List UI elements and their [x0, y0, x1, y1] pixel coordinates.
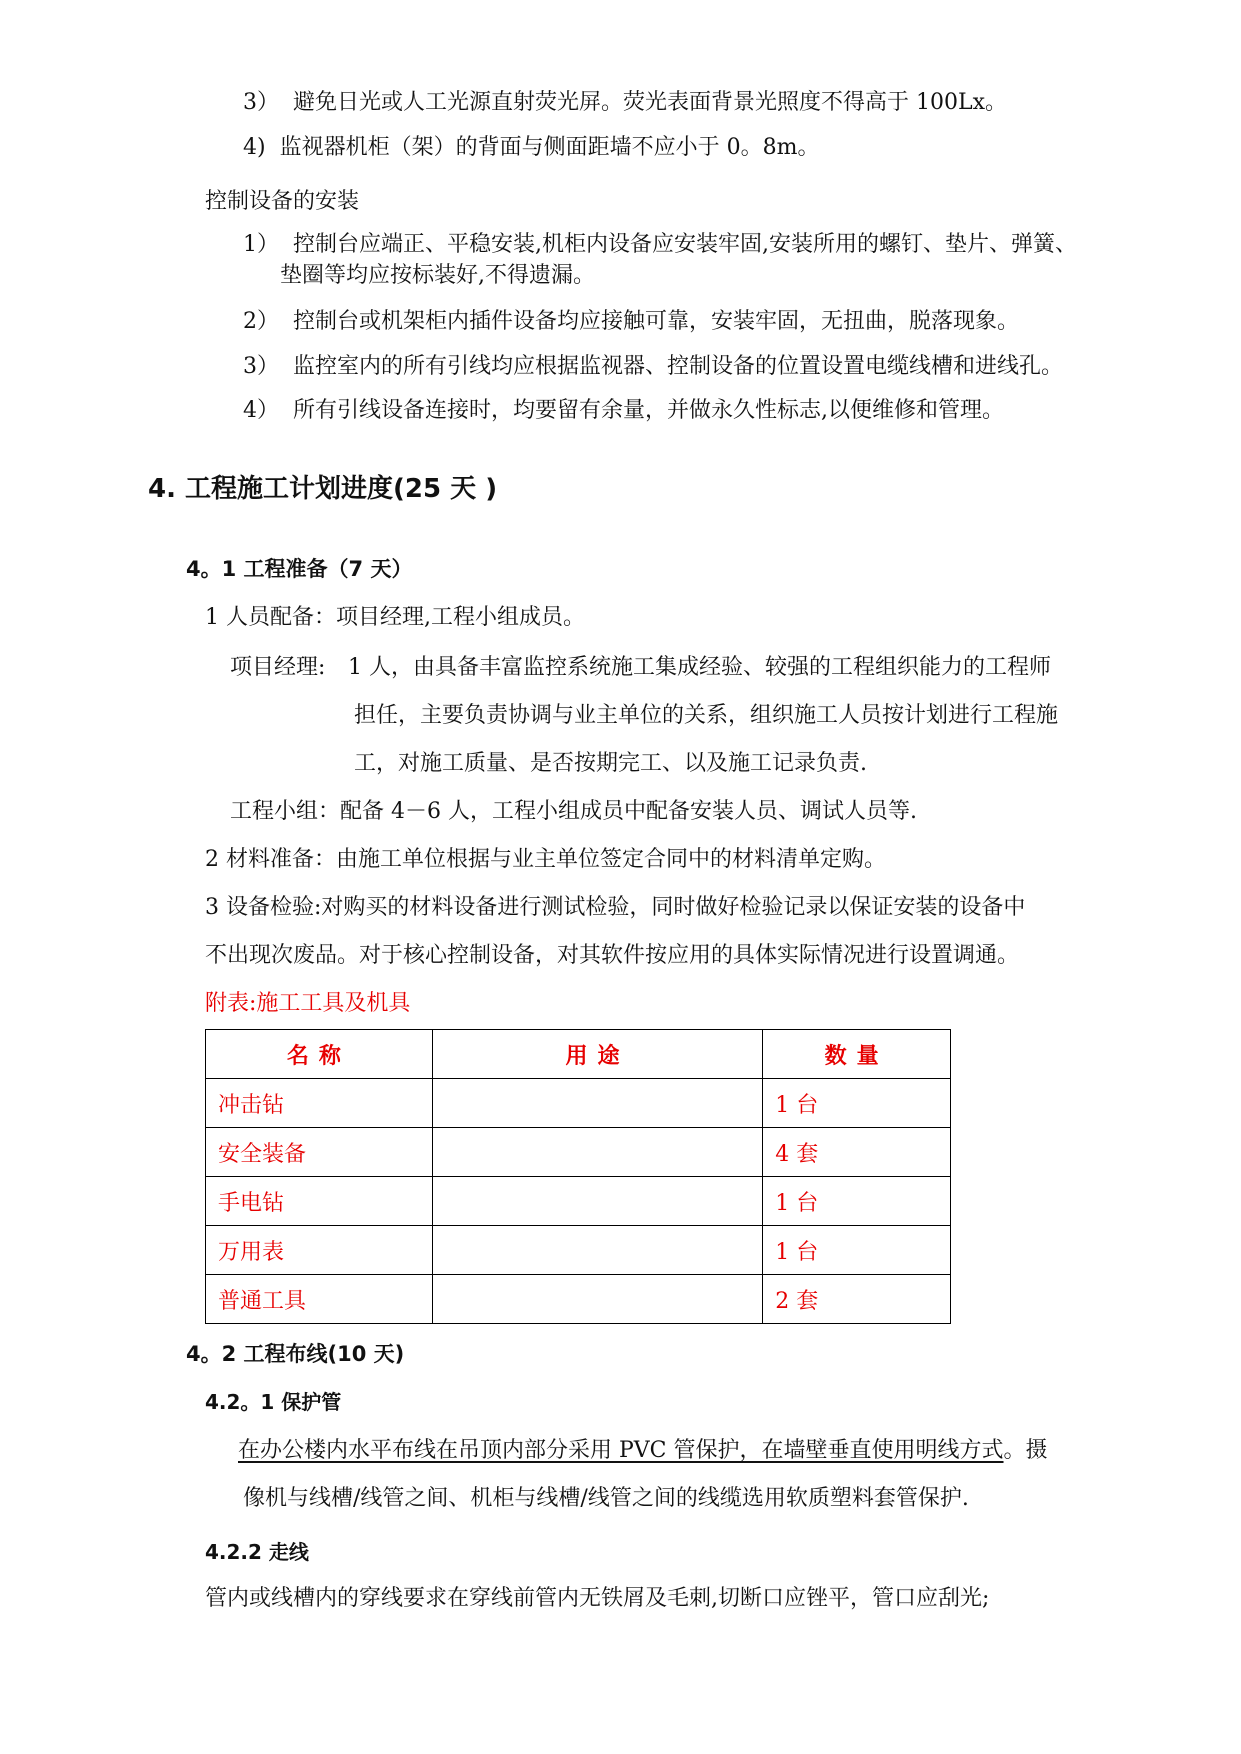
control-item-1-cont: 垫圈等均应按标装好,不得遗漏。: [280, 263, 595, 288]
cell-qty: 2 套: [763, 1275, 951, 1324]
section-4-2-1-title: 4.2。1 保护管: [205, 1390, 342, 1414]
cell-use: [432, 1079, 763, 1128]
table-row: [206, 1275, 951, 1324]
item-number: 4): [243, 135, 266, 160]
item-text: 监视器机柜（架）的背面与侧面距墙不应小于 0。8m。: [279, 135, 820, 160]
pm-line-2: 担任，主要负责协调与业主单位的关系，组织施工人员按计划进行工程施: [354, 703, 1059, 728]
control-item-4: [243, 396, 1004, 426]
header-use: 用途: [432, 1030, 763, 1079]
section-4-2-2-title: 4.2.2 走线: [205, 1540, 309, 1564]
table-caption: 附表:施工工具及机具: [205, 991, 411, 1016]
cell-use: [432, 1128, 763, 1177]
cell-name: 冲击钻: [206, 1079, 433, 1128]
monitor-item-3: [243, 88, 1007, 118]
cell-name: 万用表: [206, 1226, 433, 1275]
cell-use: [432, 1177, 763, 1226]
monitor-item-4: [243, 133, 819, 163]
header-name: 名称: [206, 1030, 433, 1079]
table-row: [206, 1079, 951, 1128]
underlined-text: 在办公楼内水平布线在吊顶内部分采用 PVC 管保护，在墙壁垂直使用明线方式: [238, 1438, 1004, 1463]
item-text: 控制台应端正、平稳安装,机柜内设备应安装牢固,安装所用的螺钉、垫片、弹簧、: [293, 232, 1077, 257]
item-number: 1）: [243, 232, 279, 257]
control-item-2: [243, 307, 1019, 337]
cell-qty: 1 台: [763, 1226, 951, 1275]
item-text: 所有引线设备连接时，均要留有余量，并做永久性标志,以便维修和管理。: [293, 398, 1004, 423]
cell-use: [432, 1275, 763, 1324]
control-item-1: [243, 230, 1077, 260]
cell-qty: 1 台: [763, 1177, 951, 1226]
wiring-line: 管内或线槽内的穿线要求在穿线前管内无铁屑及毛刺,切断口应锉平，管口应刮光;: [205, 1586, 990, 1611]
pm-label: 项目经理:: [230, 655, 326, 680]
table-row: [206, 1226, 951, 1275]
section-4-title: 4. 工程施工计划进度(25 天 ): [148, 474, 498, 504]
item-text: 控制台或机架柜内插件设备均应接触可靠，安装牢固，无扭曲，脱落现象。: [293, 309, 1020, 334]
section-4-2-title: 4。2 工程布线(10 天): [186, 1342, 405, 1366]
pm-line-1: 1 人，由具备丰富监控系统施工集成经验、较强的工程组织能力的工程师: [348, 655, 1051, 680]
header-qty: 数量: [763, 1030, 951, 1079]
section-4-1-title: 4。1 工程准备（7 天）: [186, 557, 413, 581]
cell-qty: 1 台: [763, 1079, 951, 1128]
tools-table: [205, 1029, 951, 1324]
table-row: [206, 1177, 951, 1226]
material-line: 2 材料准备：由施工单位根据与业主单位签定合同中的材料清单定购。: [205, 847, 886, 872]
cell-use: [432, 1226, 763, 1275]
control-item-3: [243, 352, 1063, 382]
item-text: 避免日光或人工光源直射荧光屏。荧光表面背景光照度不得高于 100Lx。: [293, 90, 1008, 115]
staff-line: 1 人员配备：项目经理,工程小组成员。: [205, 605, 585, 630]
check-line-1: 3 设备检验:对购买的材料设备进行测试检验，同时做好检验记录以保证安装的设备中: [205, 895, 1026, 920]
cell-qty: 4 套: [763, 1128, 951, 1177]
item-number: 3）: [243, 90, 279, 115]
cell-name: 手电钻: [206, 1177, 433, 1226]
pm-line-3: 工，对施工质量、是否按期完工、以及施工记录负责.: [354, 751, 867, 776]
team-line: 工程小组：配备 4－6 人，工程小组成员中配备安装人员、调试人员等.: [230, 799, 917, 824]
pvc-line-1: [238, 1436, 1048, 1466]
item-number: 4）: [243, 398, 279, 423]
control-heading: 控制设备的安装: [205, 189, 360, 214]
item-number: 2）: [243, 309, 279, 334]
item-text: 监控室内的所有引线均应根据监视器、控制设备的位置设置电缆线槽和进线孔。: [293, 354, 1064, 379]
pvc-line-2: 像机与线槽/线管之间、机柜与线槽/线管之间的线缆选用软质塑料套管保护.: [243, 1486, 969, 1511]
table-row: [206, 1128, 951, 1177]
table-header-row: [206, 1030, 951, 1079]
cell-name: 普通工具: [206, 1275, 433, 1324]
line-tail: 。摄: [1003, 1438, 1048, 1463]
item-number: 3）: [243, 354, 279, 379]
check-line-2: 不出现次废品。对于核心控制设备，对其软件按应用的具体实际情况进行设置调通。: [205, 943, 1020, 968]
cell-name: 安全装备: [206, 1128, 433, 1177]
